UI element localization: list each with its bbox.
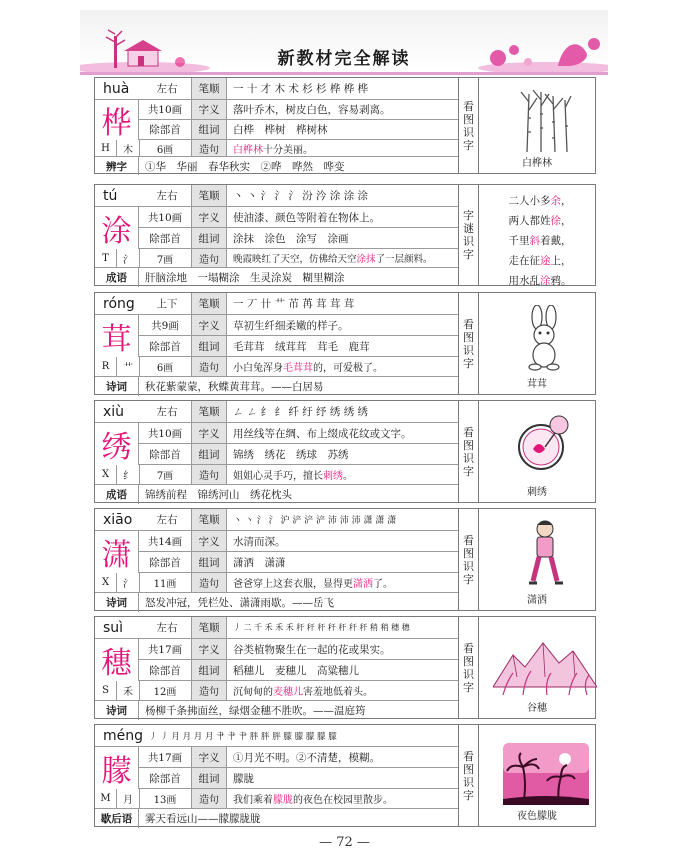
stroke-order: 丶 丶 氵 氵 沪 浐 浐 浐 沛 沛 沛 潇 潇 潇 <box>233 516 397 526</box>
main-character: 涂 <box>95 207 139 249</box>
mountain-grain-icon <box>493 637 597 695</box>
sentence-label: 造句 <box>191 573 227 592</box>
radical: 纟 <box>123 471 133 482</box>
words: 潇洒 潇潇 <box>233 556 286 569</box>
meaning-label: 字义 <box>191 100 227 119</box>
words-label: 组词 <box>191 552 227 572</box>
extension: 秋花紫蒙蒙，秋蝶黄茸茸。——白居易 <box>145 381 324 393</box>
sentence-label: 造句 <box>191 681 227 700</box>
radical: 木 <box>123 144 133 156</box>
sentence-label: 造句 <box>191 465 227 484</box>
section-tag: 看 图 识 字 <box>459 509 479 610</box>
total-strokes: 共10画 <box>147 104 183 116</box>
header-rule <box>80 72 608 75</box>
extension: 锦绣前程 锦绣河山 绣花枕头 <box>145 489 292 501</box>
index-letter: S <box>95 681 117 700</box>
char-entry-sui <box>94 616 596 719</box>
stroke-order-label: 笔顺 <box>191 617 227 638</box>
main-character: 穗 <box>95 639 139 681</box>
poem-line: 用水乱涂鸦。 <box>508 275 572 287</box>
extension: 杨柳千条拂面丝，绿烟金穗不胜吹。——温庭筠 <box>145 705 366 717</box>
section-tag: 看 图 识 字 <box>459 293 479 394</box>
main-character: 朦 <box>95 747 139 789</box>
index-letter: X <box>95 573 117 592</box>
structure: 左右 <box>156 83 178 95</box>
section-tag: 看 图 识 字 <box>459 617 479 718</box>
illustration-caption: 白桦林 <box>522 158 552 169</box>
total-strokes: 共14画 <box>147 535 183 548</box>
pinyin: xiù <box>103 403 125 420</box>
extension: 雾天看远山——朦朦胧胧 <box>145 813 261 825</box>
pinyin: suì <box>103 619 124 636</box>
structure: 左右 <box>156 514 178 526</box>
extension-label: 辨字 <box>95 157 139 175</box>
meaning-label: 字义 <box>191 207 227 227</box>
radical-label: 除部首 <box>149 664 181 677</box>
radical-strokes: 6画 <box>156 363 174 374</box>
words-label: 组词 <box>191 228 227 248</box>
walking-man-icon <box>525 519 565 587</box>
stroke-order: ㄥ ㄥ 纟 纟 纤 纡 纾 绣 绣 绣 <box>233 406 369 418</box>
meaning: 用丝线等在绸、布上缀成花纹或文字。 <box>233 427 412 440</box>
main-character: 桦 <box>95 100 139 140</box>
extension-label: 歇后语 <box>95 809 139 828</box>
sentence: 小白兔浑身 毛茸茸 的，可爱极了。 <box>233 363 383 374</box>
illustration-caption: 刺绣 <box>527 487 547 498</box>
index-letter: T <box>95 249 117 267</box>
radical: 禾 <box>123 687 133 698</box>
stroke-order: 丶 丶 氵 氵 氵 汾 汵 涂 涂 涂 <box>233 190 369 202</box>
radical-label: 除部首 <box>149 340 181 353</box>
section-tag: 看 图 识 字 <box>459 78 479 173</box>
meaning: 水清而深。 <box>233 535 286 548</box>
main-character: 绣 <box>95 423 139 465</box>
palm-night-icon <box>503 743 589 805</box>
words-label: 组词 <box>191 660 227 680</box>
radical: 氵 <box>123 254 133 266</box>
sentence: 我们乘着 朦胧 的夜色在校园里散步。 <box>233 795 393 806</box>
extension-label: 诗词 <box>95 701 139 720</box>
index-letter: R <box>95 357 117 376</box>
words: 朦胧 <box>233 772 254 785</box>
sentence: 白桦林 十分美丽。 <box>233 144 313 156</box>
stroke-order: 丿 丿 月 月 月 月 肀 肀 肀 胖 胖 胖 朦 朦 朦 朦 朦 <box>149 731 337 742</box>
total-strokes: 共10画 <box>147 427 183 440</box>
structure: 左右 <box>156 190 178 202</box>
words: 锦绣 绣花 绣球 苏绣 <box>233 448 349 461</box>
words-label: 组词 <box>191 120 227 139</box>
radical-label: 除部首 <box>149 556 181 569</box>
radical: 氵 <box>123 579 133 590</box>
char-entry-meng <box>94 724 596 827</box>
stroke-order: 一 十 才 木 术 杉 杉 桦 桦 桦 <box>233 83 369 95</box>
section-tag: 字 谜 识 字 <box>459 185 479 285</box>
illustration-caption: 谷穗 <box>527 703 547 714</box>
meaning: 草初生纤细柔嫩的样子。 <box>233 319 349 332</box>
radical-strokes: 7画 <box>156 471 174 482</box>
sentence-label: 造句 <box>191 249 227 267</box>
section-tag: 看 图 识 字 <box>459 401 479 502</box>
page-header <box>80 10 608 70</box>
meaning: ①月光不明。②不清楚，模糊。 <box>233 751 380 764</box>
sentence: 沉甸甸的 麦穗儿 害羞地低着头。 <box>233 687 373 698</box>
meaning: 落叶乔木，树皮白色，容易剥离。 <box>233 104 391 116</box>
pinyin: róng <box>103 295 135 312</box>
meaning-label: 字义 <box>191 315 227 335</box>
sentence-label: 造句 <box>191 357 227 376</box>
structure: 上下 <box>156 298 178 310</box>
poem-line: 两人都姓徐， <box>508 215 572 227</box>
total-strokes: 共17画 <box>147 643 183 656</box>
structure: 左右 <box>156 622 178 634</box>
radical-label: 除部首 <box>149 232 181 245</box>
sentence: 爸爸穿上这套衣服，显得更 潇洒 了。 <box>233 579 393 590</box>
index-letter: M <box>95 789 117 808</box>
stroke-order: 丿 二 千 禾 禾 禾 秆 秆 秆 秆 秆 秆 秆 稍 稍 穗 穗 <box>233 623 410 632</box>
words-label: 组词 <box>191 768 227 788</box>
section-tag: 看 图 识 字 <box>459 725 479 826</box>
stroke-order-label: 笔顺 <box>191 293 227 314</box>
embroidery-hoop-icon <box>515 413 575 475</box>
words: 稻穗儿 麦穗儿 高粱穗儿 <box>233 664 359 677</box>
radical: 月 <box>123 795 133 806</box>
riddle-poem <box>487 191 593 291</box>
sentence: 晚霞映红了天空，仿佛给天空 涂抹 了一层颜料。 <box>233 254 433 265</box>
char-entry-tu <box>94 184 596 286</box>
meaning-label: 字义 <box>191 423 227 443</box>
extension-label: 诗词 <box>95 593 139 612</box>
pinyin: xiāo <box>103 511 133 528</box>
extension: ①华 华丽 春华秋实 ②哗 哗然 哗变 <box>145 160 345 173</box>
words-label: 组词 <box>191 336 227 356</box>
meaning: 谷类植物聚生在一起的花或果实。 <box>233 643 391 656</box>
poem-line: 走在征途上， <box>508 255 572 267</box>
meaning: 使油漆、颜色等附着在物体上。 <box>233 211 380 224</box>
total-strokes: 共9画 <box>151 319 179 332</box>
stroke-order-label: 笔顺 <box>191 401 227 422</box>
sentence-label: 造句 <box>191 789 227 808</box>
rabbit-icon <box>521 305 569 371</box>
char-entry-xiu <box>94 400 596 503</box>
radical-label: 除部首 <box>149 124 181 136</box>
index-letter: H <box>95 140 117 156</box>
char-entry-hua <box>94 77 596 174</box>
page-title: 新教材完全解读 <box>277 49 411 69</box>
poem-line: 二人小多余， <box>508 195 572 207</box>
meaning-label: 字义 <box>191 639 227 659</box>
radical-strokes: 13画 <box>153 795 177 806</box>
index-letter: X <box>95 465 117 484</box>
total-strokes: 共10画 <box>147 211 183 224</box>
radical-strokes: 6画 <box>156 144 174 156</box>
radical-strokes: 12画 <box>153 687 177 698</box>
radical-label: 除部首 <box>149 448 181 461</box>
sentence-label: 造句 <box>191 140 227 156</box>
radical-strokes: 11画 <box>153 579 177 590</box>
stroke-order-label: 笔顺 <box>191 185 227 206</box>
extension-label: 成语 <box>95 485 139 504</box>
extension: 肝脑涂地 一塌糊涂 生灵涂炭 糊里糊涂 <box>145 272 345 284</box>
page-number: — 72 — <box>319 835 370 850</box>
radical: 艹 <box>123 363 133 374</box>
total-strokes: 共17画 <box>147 751 183 764</box>
meaning-label: 字义 <box>191 531 227 551</box>
pinyin: méng <box>103 727 143 744</box>
stroke-order-label: 笔顺 <box>191 78 227 99</box>
birch-trees-icon <box>517 88 573 152</box>
poem-line: 千里斜着戴， <box>508 235 572 247</box>
pinyin: huà <box>103 80 130 97</box>
extension: 怒发冲冠，凭栏处、潇潇雨歇。——岳飞 <box>145 597 334 609</box>
words: 毛茸茸 绒茸茸 茸毛 鹿茸 <box>233 340 370 353</box>
bubble-decoration-icon <box>468 28 608 72</box>
illustration-caption: 夜色朦胧 <box>517 811 557 822</box>
words: 涂抹 涂色 涂写 涂画 <box>233 232 349 245</box>
words-label: 组词 <box>191 444 227 464</box>
radical-strokes: 7画 <box>156 254 174 266</box>
structure: 左右 <box>156 406 178 418</box>
illustration-caption: 潇洒 <box>527 595 547 606</box>
stroke-order-label: 笔顺 <box>191 509 227 530</box>
stroke-order: 一 丆 卄 艹 芇 苒 茸 茸 茸 <box>233 298 355 310</box>
extension-label: 诗词 <box>95 377 139 396</box>
main-character: 茸 <box>95 315 139 357</box>
char-entry-rong <box>94 292 596 395</box>
pinyin: tú <box>103 187 118 204</box>
radical-label: 除部首 <box>149 772 181 785</box>
extension-label: 成语 <box>95 268 139 287</box>
main-character: 潇 <box>95 531 139 573</box>
sentence: 姐姐心灵手巧，擅长 刺绣 。 <box>233 471 353 482</box>
char-entry-xiao <box>94 508 596 611</box>
words: 白桦 桦树 桦树林 <box>233 124 328 136</box>
meaning-label: 字义 <box>191 747 227 767</box>
illustration-caption: 茸茸 <box>527 379 547 390</box>
